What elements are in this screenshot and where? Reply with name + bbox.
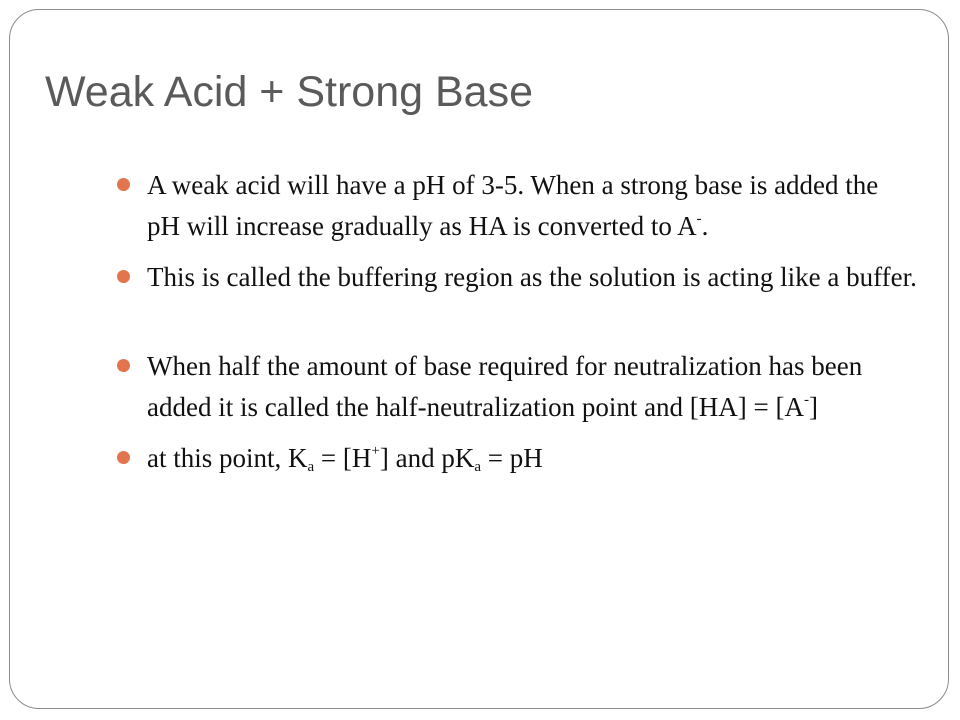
bullet-text — [147, 346, 917, 428]
bullet-dot-icon — [117, 270, 130, 283]
bullet-text-part: ] — [809, 392, 819, 422]
superscript-minus: - — [696, 211, 702, 227]
bullet-dot-icon — [117, 359, 130, 372]
bullet-text — [147, 257, 917, 298]
superscript-plus: + — [371, 443, 380, 459]
bullet-text-part: . — [701, 211, 709, 241]
bullet-text-part: When half the amount of base required for neutralization has been added it is called the half-neutralization point and [HA] = [A — [147, 351, 863, 422]
superscript-minus: - — [804, 392, 810, 408]
bullet-item-ka-equals-h — [117, 438, 917, 479]
bullet-item-weak-acid-ph — [117, 165, 917, 247]
bullet-item-half-neutralization — [117, 346, 917, 428]
slide-frame — [9, 9, 949, 709]
bullet-item-buffering-region — [117, 257, 917, 298]
bullet-dot-icon — [117, 178, 130, 191]
bullet-text — [147, 165, 917, 247]
subscript-a: a — [474, 459, 482, 475]
bullet-dot-icon — [117, 451, 130, 464]
bullet-text-part: at this point, K — [147, 443, 308, 473]
bullet-text-part: = pH — [481, 443, 543, 473]
subscript-a: a — [307, 459, 315, 475]
bullet-text-part: A weak acid will have a pH of 3-5. When a strong base is added the pH will increase gradually as HA is converted to A — [147, 170, 879, 241]
bullet-text-part: = [H — [314, 443, 372, 473]
bullet-text — [147, 438, 917, 479]
bullet-list — [117, 165, 917, 489]
slide-title: Weak Acid + Strong Base — [45, 68, 534, 116]
bullet-text-part: ] and pK — [379, 443, 475, 473]
bullet-text-part: This is called the buffering region as the solution is acting like a buffer. — [147, 262, 917, 292]
